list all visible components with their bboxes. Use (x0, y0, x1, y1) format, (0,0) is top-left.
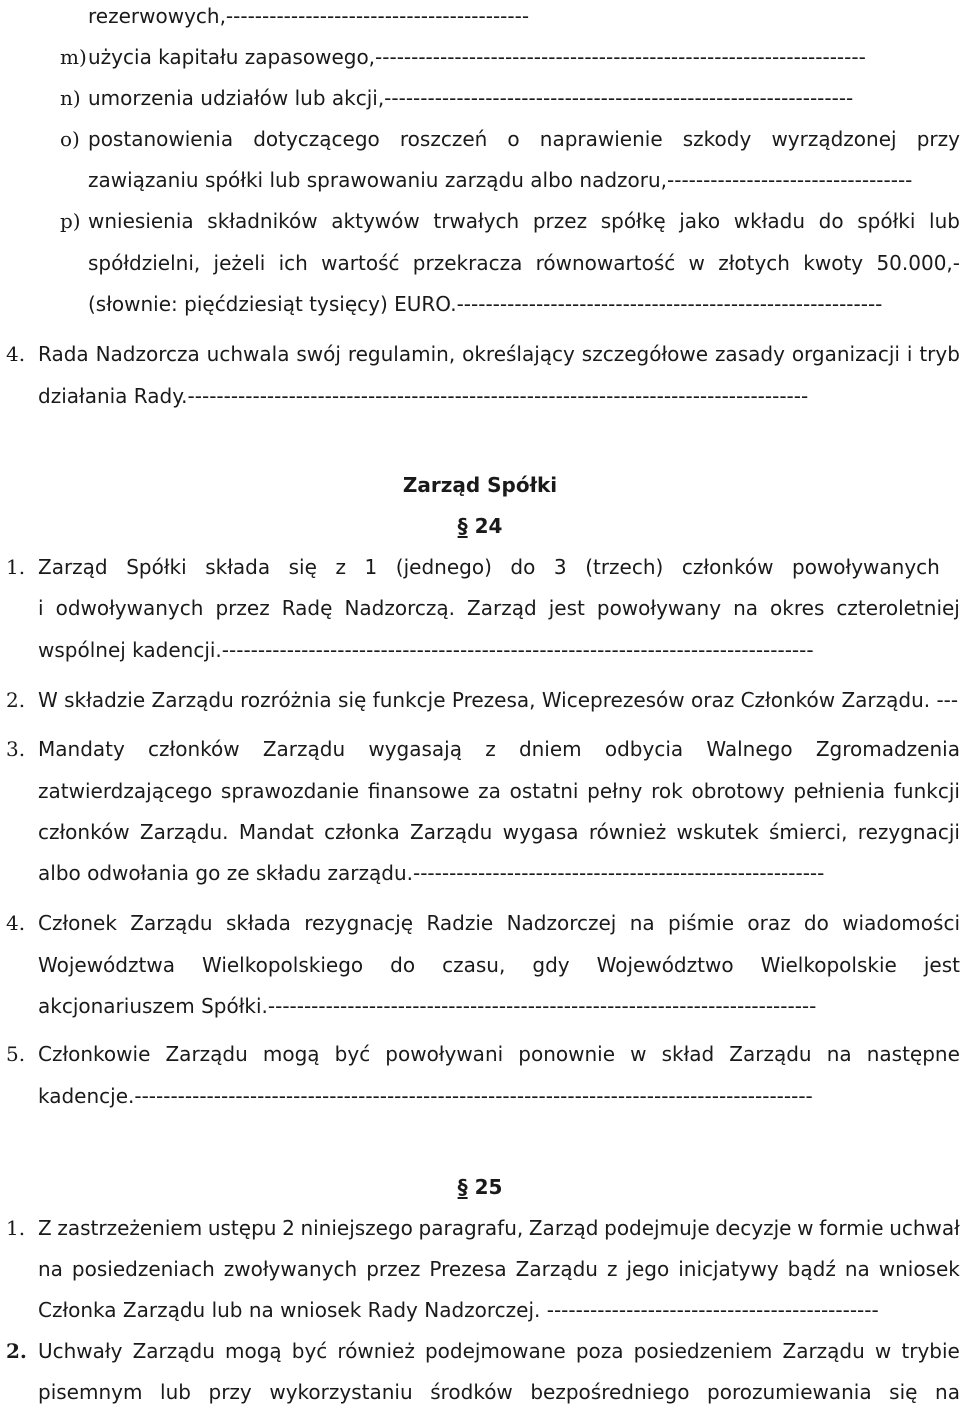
point-25-2-line2: pisemnym lub przy wykorzystaniu środków bezpośredniego porozumiewania się na (38, 1380, 960, 1404)
point-4b-line3: akcjonariuszem Spółki.---------------------------------------------------------------------------- (38, 994, 817, 1018)
paragraph-number: 25 (474, 1175, 503, 1199)
point-4b-line2: Województwa Wielkopolskiego do czasu, gdy Województwo Wielkopolskie jest (38, 953, 960, 977)
point-25-1-line2: na posiedzeniach zwoływanych przez Prezesa Zarządu z jego inicjatywy bądź na wniosek (38, 1257, 960, 1281)
list-item-p-line3: (słownie: pięćdziesiąt tysięcy) EURO.----------------------------------------------------------- (88, 292, 883, 316)
list-item-m: użycia kapitału zapasowego,-------------------------------------------------------------------- (88, 45, 866, 69)
item-marker-o: o) (60, 127, 80, 151)
list-item-o-line1: postanowienia dotyczącego roszczeń o naprawienie szkody wyrządzonej przy (88, 127, 960, 151)
paragraph-symbol: § (457, 514, 468, 538)
point-3-line4: albo odwołania go ze składu zarządu.--------------------------------------------------------- (38, 861, 825, 885)
point-marker-5: 5. (6, 1042, 26, 1066)
list-item-o-line2: zawiązaniu spółki lub sprawowaniu zarządu albo nadzoru,---------------------------------- (88, 168, 913, 192)
paragraph-symbol: § (457, 1175, 468, 1199)
paragraph-heading-25 (0, 1173, 960, 1201)
point-marker-1: 1. (6, 555, 26, 579)
point-3-line1: Mandaty członków Zarządu wygasają z dniem odbycia Walnego Zgromadzenia (38, 737, 960, 761)
list-item-rezerwowych: rezerwowych,------------------------------------------ (88, 4, 530, 28)
list-item-p-line1: wniesienia składników aktywów trwałych przez spółkę jako wkładu do spółki lub (88, 209, 960, 233)
item-marker-n: n) (60, 86, 81, 110)
item-marker-p: p) (60, 209, 81, 233)
list-item-p-line2: spółdzielni, jeżeli ich wartość przekracza równowartość w złotych kwoty 50.000,- (88, 251, 960, 275)
point-5-line2: kadencje.---------------------------------------------------------------------------------------------- (38, 1084, 813, 1108)
point-3-line2: zatwierdzającego sprawozdanie finansowe za ostatni pełny rok obrotowy pełnienia funkcji (38, 779, 960, 803)
point-4b-line1: Członek Zarządu składa rezygnację Radzie Nadzorczej na piśmie oraz do wiadomości (38, 911, 960, 935)
section-heading-zarzad: Zarząd Spółki (402, 473, 558, 497)
point-1-line3: wspólnej kadencji.---------------------------------------------------------------------------------- (38, 638, 814, 662)
point-marker-2: 2. (6, 688, 26, 712)
list-item-n: umorzenia udziałów lub akcji,----------------------------------------------------------------- (88, 86, 854, 110)
point-4-line2: działania Rady.-------------------------------------------------------------------------------------- (38, 384, 809, 408)
point-4-line1: Rada Nadzorcza uchwala swój regulamin, określający szczegółowe zasady organizacji i tryb (38, 342, 960, 366)
item-marker-m: m) (60, 45, 87, 69)
point-marker-25-1: 1. (6, 1216, 26, 1240)
point-1-line2: i odwoływanych przez Radę Nadzorczą. Zarząd jest powoływany na okres czteroletniej (38, 596, 960, 620)
point-marker-25-2: 2. (6, 1339, 27, 1363)
point-25-2-line1: Uchwały Zarządu mogą być również podejmowane poza posiedzeniem Zarządu w trybie (38, 1339, 960, 1363)
point-marker-4: 4. (6, 342, 26, 366)
point-1-line1: Zarząd Spółki składa się z 1 (jednego) do 3 (trzech) członków powoływanych (38, 555, 940, 579)
point-5-line1: Członkowie Zarządu mogą być powoływani ponownie w skład Zarządu na następne (38, 1042, 960, 1066)
point-marker-4b: 4. (6, 911, 26, 935)
point-2-line1: W składzie Zarządu rozróżnia się funkcje Prezesa, Wiceprezesów oraz Członków Zarządu. --- (38, 688, 959, 712)
point-3-line3: członków Zarządu. Mandat członka Zarządu wygasa również wskutek śmierci, rezygnacji (38, 820, 960, 844)
point-25-1-line1: Z zastrzeżeniem ustępu 2 niniejszego paragrafu, Zarząd podejmuje decyzje w formie uchwał (38, 1216, 960, 1240)
point-25-1-line3: Członka Zarządu lub na wniosek Rady Nadzorczej. ---------------------------------------------- (38, 1298, 879, 1322)
paragraph-heading-24 (0, 512, 960, 540)
point-marker-3: 3. (6, 737, 26, 761)
paragraph-number: 24 (474, 514, 503, 538)
